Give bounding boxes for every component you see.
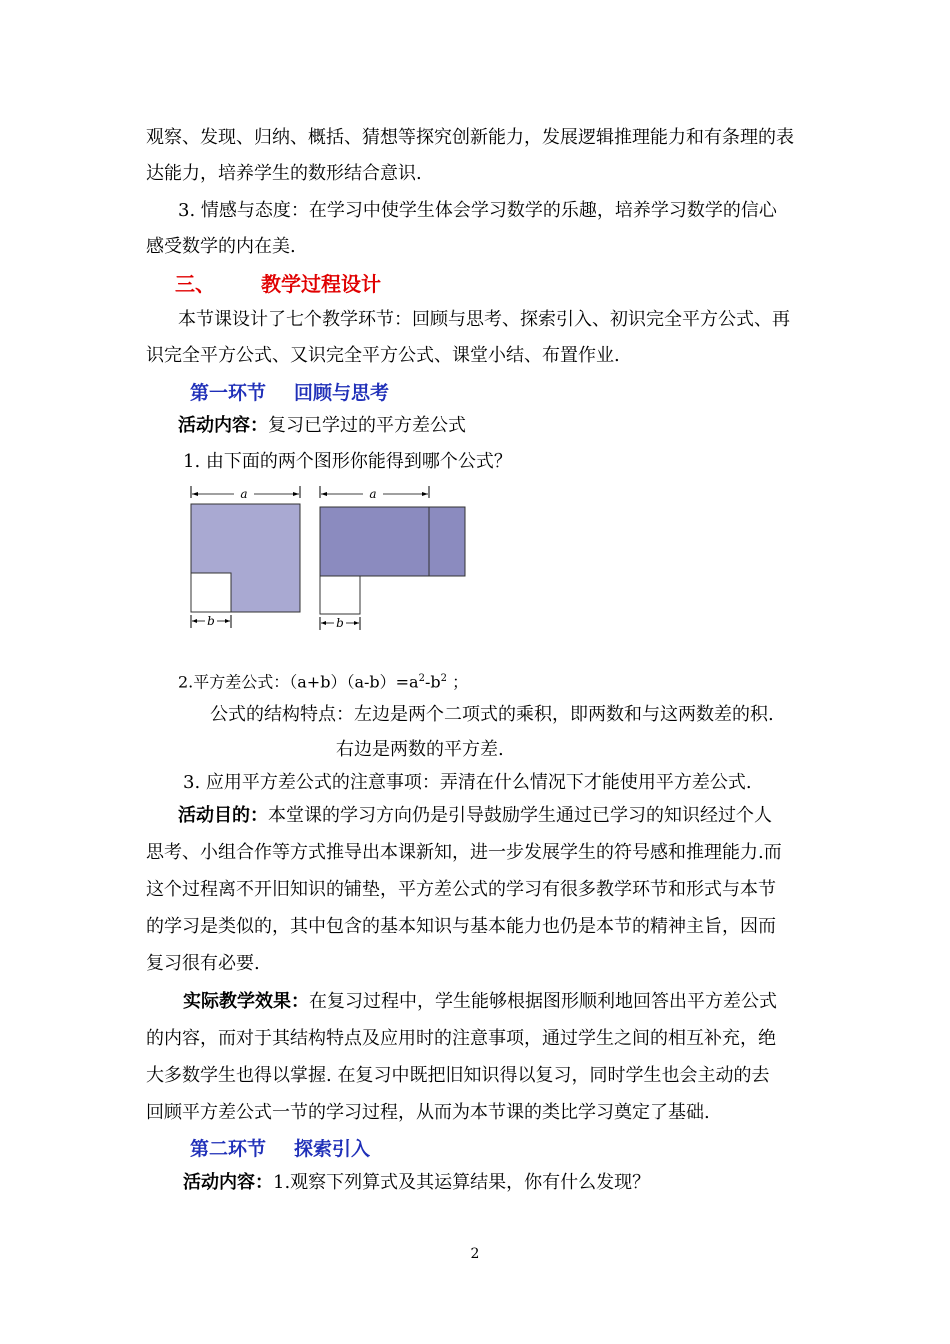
effect-line: 回顾平方差公式一节的学习过程，从而为本节课的类比学习奠定了基础.: [146, 1102, 710, 1123]
difference-of-squares-figure: [178, 482, 478, 641]
structure-line: 公式的结构特点：左边是两个二项式的乘积，即两数和与这两数差的积.: [210, 704, 774, 725]
question-3: 3. 应用平方差公式的注意事项：弄清在什么情况下才能使用平方差公式.: [183, 772, 752, 793]
paragraph-line: 达能力，培养学生的数形结合意识.: [146, 163, 422, 184]
superscript: 2: [418, 673, 425, 684]
purpose-line: 的学习是类似的，其中包含的基本知识与基本能力也仍是本节的精神主旨，因而: [146, 916, 776, 937]
formula-left: 2.平方差公式：（a+b）（a-b）=a: [178, 672, 419, 692]
paragraph-line: 感受数学的内在美.: [146, 236, 296, 257]
superscript: 2: [440, 673, 447, 684]
purpose-line: 思考、小组合作等方式推导出本课新知，进一步发展学生的符号感和推理能力.而: [146, 842, 782, 863]
purpose-line: 这个过程离不开旧知识的铺垫，平方差公式的学习有很多教学环节和形式与本节: [146, 879, 776, 900]
paragraph-line: 观察、发现、归纳、概括、猜想等探究创新能力，发展逻辑推理能力和有条理的表: [146, 127, 794, 148]
intro-line: 本节课设计了七个教学环节：回顾与思考、探索引入、初识完全平方公式、再: [178, 309, 790, 330]
intro-line: 识完全平方公式、又识完全平方公式、课堂小结、布置作业.: [146, 345, 620, 366]
effect-text: 在复习过程中，学生能够根据图形顺利地回答出平方差公式: [309, 991, 777, 1012]
right-shape: [320, 507, 465, 576]
activity-content: [183, 1170, 650, 1196]
question-2: [178, 666, 468, 695]
subsection-heading: [190, 1134, 370, 1161]
section-title: 教学过程设计: [261, 272, 381, 296]
purpose-line: [178, 803, 772, 829]
purpose-text: 本堂课的学习方向仍是引导鼓励学生通过已学习的知识经过个人: [268, 805, 772, 826]
activity-label: 活动内容：: [178, 415, 268, 436]
label-b: b: [207, 614, 215, 628]
section-number: 三、: [175, 272, 215, 296]
formula-right: -b: [424, 672, 441, 692]
purpose-label: 活动目的：: [178, 805, 268, 826]
subsection-title: 探索引入: [294, 1138, 371, 1160]
subsection-number: 第二环节: [190, 1138, 267, 1160]
effect-line: 大多数学生也得以掌握. 在复习中既把旧知识得以复习，同时学生也会主动的去: [146, 1065, 770, 1086]
paragraph-line: 3. 情感与态度：在学习中使学生体会学习数学的乐趣，培养学习数学的信心: [178, 200, 777, 221]
effect-line: [183, 989, 777, 1015]
activity-label: 活动内容：: [183, 1172, 273, 1193]
activity-text: 复习已学过的平方差公式: [268, 415, 466, 436]
page-number: 2: [470, 1246, 480, 1262]
label-a: a: [240, 487, 248, 501]
section-heading: [175, 268, 381, 297]
purpose-line: 复习很有必要.: [146, 953, 260, 974]
subsection-number: 第一环节: [190, 382, 267, 404]
activity-content: [178, 413, 466, 439]
subsection-heading: [190, 378, 389, 405]
label-a: a: [369, 487, 377, 501]
activity-text: 1.观察下列算式及其运算结果，你有什么发现？: [273, 1172, 651, 1193]
figure-svg: [178, 482, 478, 637]
subsection-title: 回顾与思考: [294, 382, 390, 404]
formula-end: ；: [447, 672, 469, 692]
question-1: 1. 由下面的两个图形你能得到哪个公式？: [183, 451, 512, 472]
effect-line: 的内容，而对于其结构特点及应用时的注意事项，通过学生之间的相互补充，绝: [146, 1028, 776, 1049]
structure-line: 右边是两数的平方差.: [336, 739, 504, 760]
effect-label: 实际教学效果：: [183, 991, 309, 1012]
label-b: b: [336, 616, 344, 630]
